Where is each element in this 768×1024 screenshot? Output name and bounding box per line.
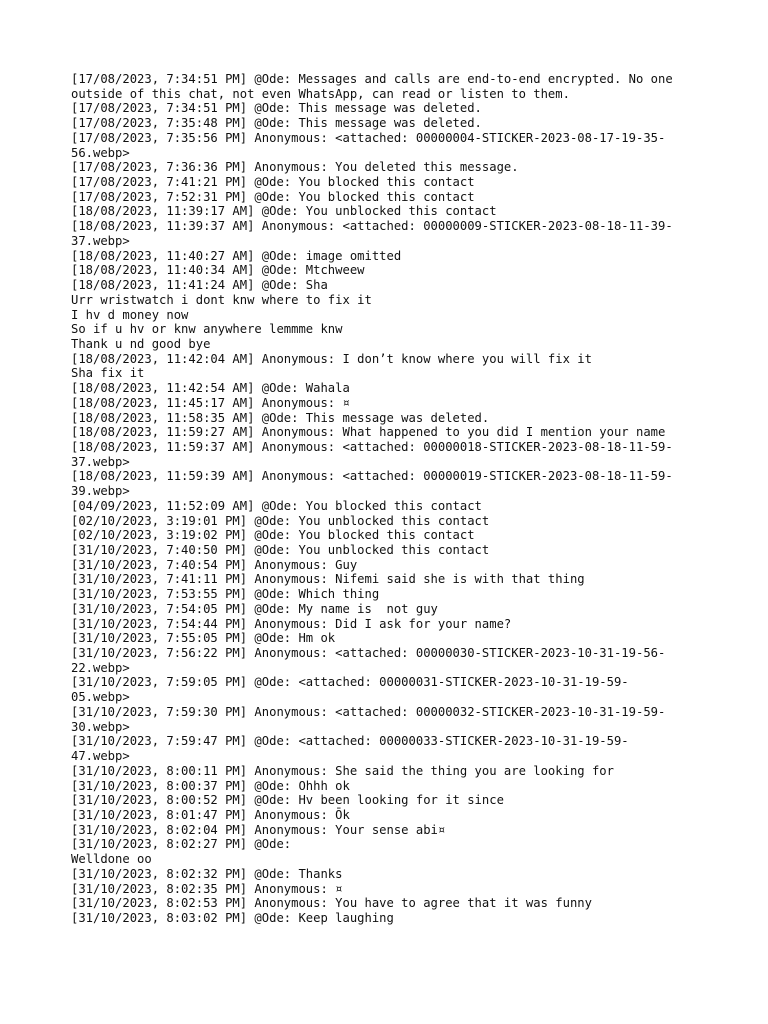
transcript-line: [31/10/2023, 7:56:22 PM] Anonymous: <attached: 00000030-STICKER-2023-10-31-19-56- xyxy=(71,646,666,661)
transcript-line: [31/10/2023, 8:02:32 PM] @Ode: Thanks xyxy=(71,866,343,881)
transcript-line: [02/10/2023, 3:19:02 PM] @Ode: You blocked this contact xyxy=(71,528,475,543)
transcript-line: [18/08/2023, 11:59:27 AM] Anonymous: What happened to you did I mention your name xyxy=(71,425,666,440)
transcript-line: [31/10/2023, 7:54:05 PM] @Ode: My name is not guy xyxy=(71,601,438,616)
transcript-line: [18/08/2023, 11:58:35 AM] @Ode: This message was deleted. xyxy=(71,410,490,425)
transcript-line: 30.webp> xyxy=(71,719,130,734)
transcript-line: [31/10/2023, 8:02:04 PM] Anonymous: Your sense abi¤ xyxy=(71,822,446,837)
transcript-line: [18/08/2023, 11:39:17 AM] @Ode: You unblocked this contact xyxy=(71,204,497,219)
transcript-line: [31/10/2023, 8:02:35 PM] Anonymous: ¤ xyxy=(71,881,343,896)
transcript-line: [18/08/2023, 11:40:34 AM] @Ode: Mtchweew xyxy=(71,263,365,278)
transcript-line: Urr wristwatch i dont knw where to fix it xyxy=(71,292,372,307)
transcript-line: Sha fix it xyxy=(71,366,145,381)
transcript-line: [04/09/2023, 11:52:09 AM] @Ode: You blocked this contact xyxy=(71,498,482,513)
transcript-line: [31/10/2023, 8:01:47 PM] Anonymous: Ōk xyxy=(71,807,350,822)
transcript-line: [31/10/2023, 8:00:52 PM] @Ode: Hv been looking for it since xyxy=(71,793,504,808)
transcript-line: [31/10/2023, 8:02:53 PM] Anonymous: You have to agree that it was funny xyxy=(71,896,592,911)
transcript-line: 56.webp> xyxy=(71,145,130,160)
transcript-line: [31/10/2023, 7:59:47 PM] @Ode: <attached: 00000033-STICKER-2023-10-31-19-59- xyxy=(71,734,629,749)
chat-transcript xyxy=(71,72,711,926)
transcript-line: [31/10/2023, 8:02:27 PM] @Ode: xyxy=(71,837,292,852)
transcript-line: [31/10/2023, 7:59:30 PM] Anonymous: <attached: 00000032-STICKER-2023-10-31-19-59- xyxy=(71,704,666,719)
transcript-line: So if u hv or knw anywhere lemmme knw xyxy=(71,322,343,337)
transcript-line: [31/10/2023, 7:53:55 PM] @Ode: Which thing xyxy=(71,587,380,602)
transcript-line: Thank u nd good bye xyxy=(71,336,211,351)
transcript-line: [17/08/2023, 7:34:51 PM] @Ode: This message was deleted. xyxy=(71,101,482,116)
transcript-line: 37.webp> xyxy=(71,454,130,469)
transcript-line: 37.webp> xyxy=(71,233,130,248)
document-page xyxy=(71,72,711,926)
transcript-line: 05.webp> xyxy=(71,690,130,705)
transcript-line: Welldone oo xyxy=(71,852,152,867)
transcript-line: I hv d money now xyxy=(71,307,189,322)
transcript-line: 39.webp> xyxy=(71,484,130,499)
transcript-line: 22.webp> xyxy=(71,660,130,675)
transcript-line: [17/08/2023, 7:35:48 PM] @Ode: This message was deleted. xyxy=(71,116,482,131)
transcript-line: [17/08/2023, 7:41:21 PM] @Ode: You blocked this contact xyxy=(71,175,475,190)
transcript-line: [17/08/2023, 7:34:51 PM] @Ode: Messages and calls are end-to-end encrypted. No one xyxy=(71,72,673,86)
transcript-line: [02/10/2023, 3:19:01 PM] @Ode: You unblocked this contact xyxy=(71,513,490,528)
transcript-line: [31/10/2023, 7:54:44 PM] Anonymous: Did I ask for your name? xyxy=(71,616,512,631)
transcript-line: [31/10/2023, 8:00:11 PM] Anonymous: She said the thing you are looking for xyxy=(71,763,614,778)
transcript-line: [18/08/2023, 11:39:37 AM] Anonymous: <attached: 00000009-STICKER-2023-08-18-11-39- xyxy=(71,219,673,234)
transcript-line: [17/08/2023, 7:36:36 PM] Anonymous: You deleted this message. xyxy=(71,160,519,175)
transcript-line: [31/10/2023, 7:59:05 PM] @Ode: <attached: 00000031-STICKER-2023-10-31-19-59- xyxy=(71,675,629,690)
transcript-line: [18/08/2023, 11:42:04 AM] Anonymous: I don’t know where you will fix it xyxy=(71,351,592,366)
transcript-line: [31/10/2023, 7:55:05 PM] @Ode: Hm ok xyxy=(71,631,336,646)
transcript-line: [17/08/2023, 7:35:56 PM] Anonymous: <attached: 00000004-STICKER-2023-08-17-19-35- xyxy=(71,130,666,145)
transcript-line: [31/10/2023, 8:00:37 PM] @Ode: Ohhh ok xyxy=(71,778,350,793)
transcript-line: [31/10/2023, 8:03:02 PM] @Ode: Keep laughing xyxy=(71,910,394,925)
transcript-line: [18/08/2023, 11:59:39 AM] Anonymous: <attached: 00000019-STICKER-2023-08-18-11-59- xyxy=(71,469,673,484)
transcript-line: 47.webp> xyxy=(71,749,130,764)
transcript-line: [18/08/2023, 11:45:17 AM] Anonymous: ¤ xyxy=(71,395,350,410)
transcript-line: [31/10/2023, 7:40:54 PM] Anonymous: Guy xyxy=(71,557,358,572)
transcript-line: [17/08/2023, 7:52:31 PM] @Ode: You blocked this contact xyxy=(71,189,475,204)
transcript-line: outside of this chat, not even WhatsApp, can read or listen to them. xyxy=(71,86,570,101)
transcript-line: [18/08/2023, 11:41:24 AM] @Ode: Sha xyxy=(71,278,328,293)
transcript-line: [18/08/2023, 11:59:37 AM] Anonymous: <attached: 00000018-STICKER-2023-08-18-11-59- xyxy=(71,439,673,454)
transcript-line: [18/08/2023, 11:40:27 AM] @Ode: image omitted xyxy=(71,248,402,263)
transcript-line: [31/10/2023, 7:41:11 PM] Anonymous: Nifemi said she is with that thing xyxy=(71,572,585,587)
transcript-line: [31/10/2023, 7:40:50 PM] @Ode: You unblocked this contact xyxy=(71,543,490,557)
transcript-line: [18/08/2023, 11:42:54 AM] @Ode: Wahala xyxy=(71,381,350,396)
